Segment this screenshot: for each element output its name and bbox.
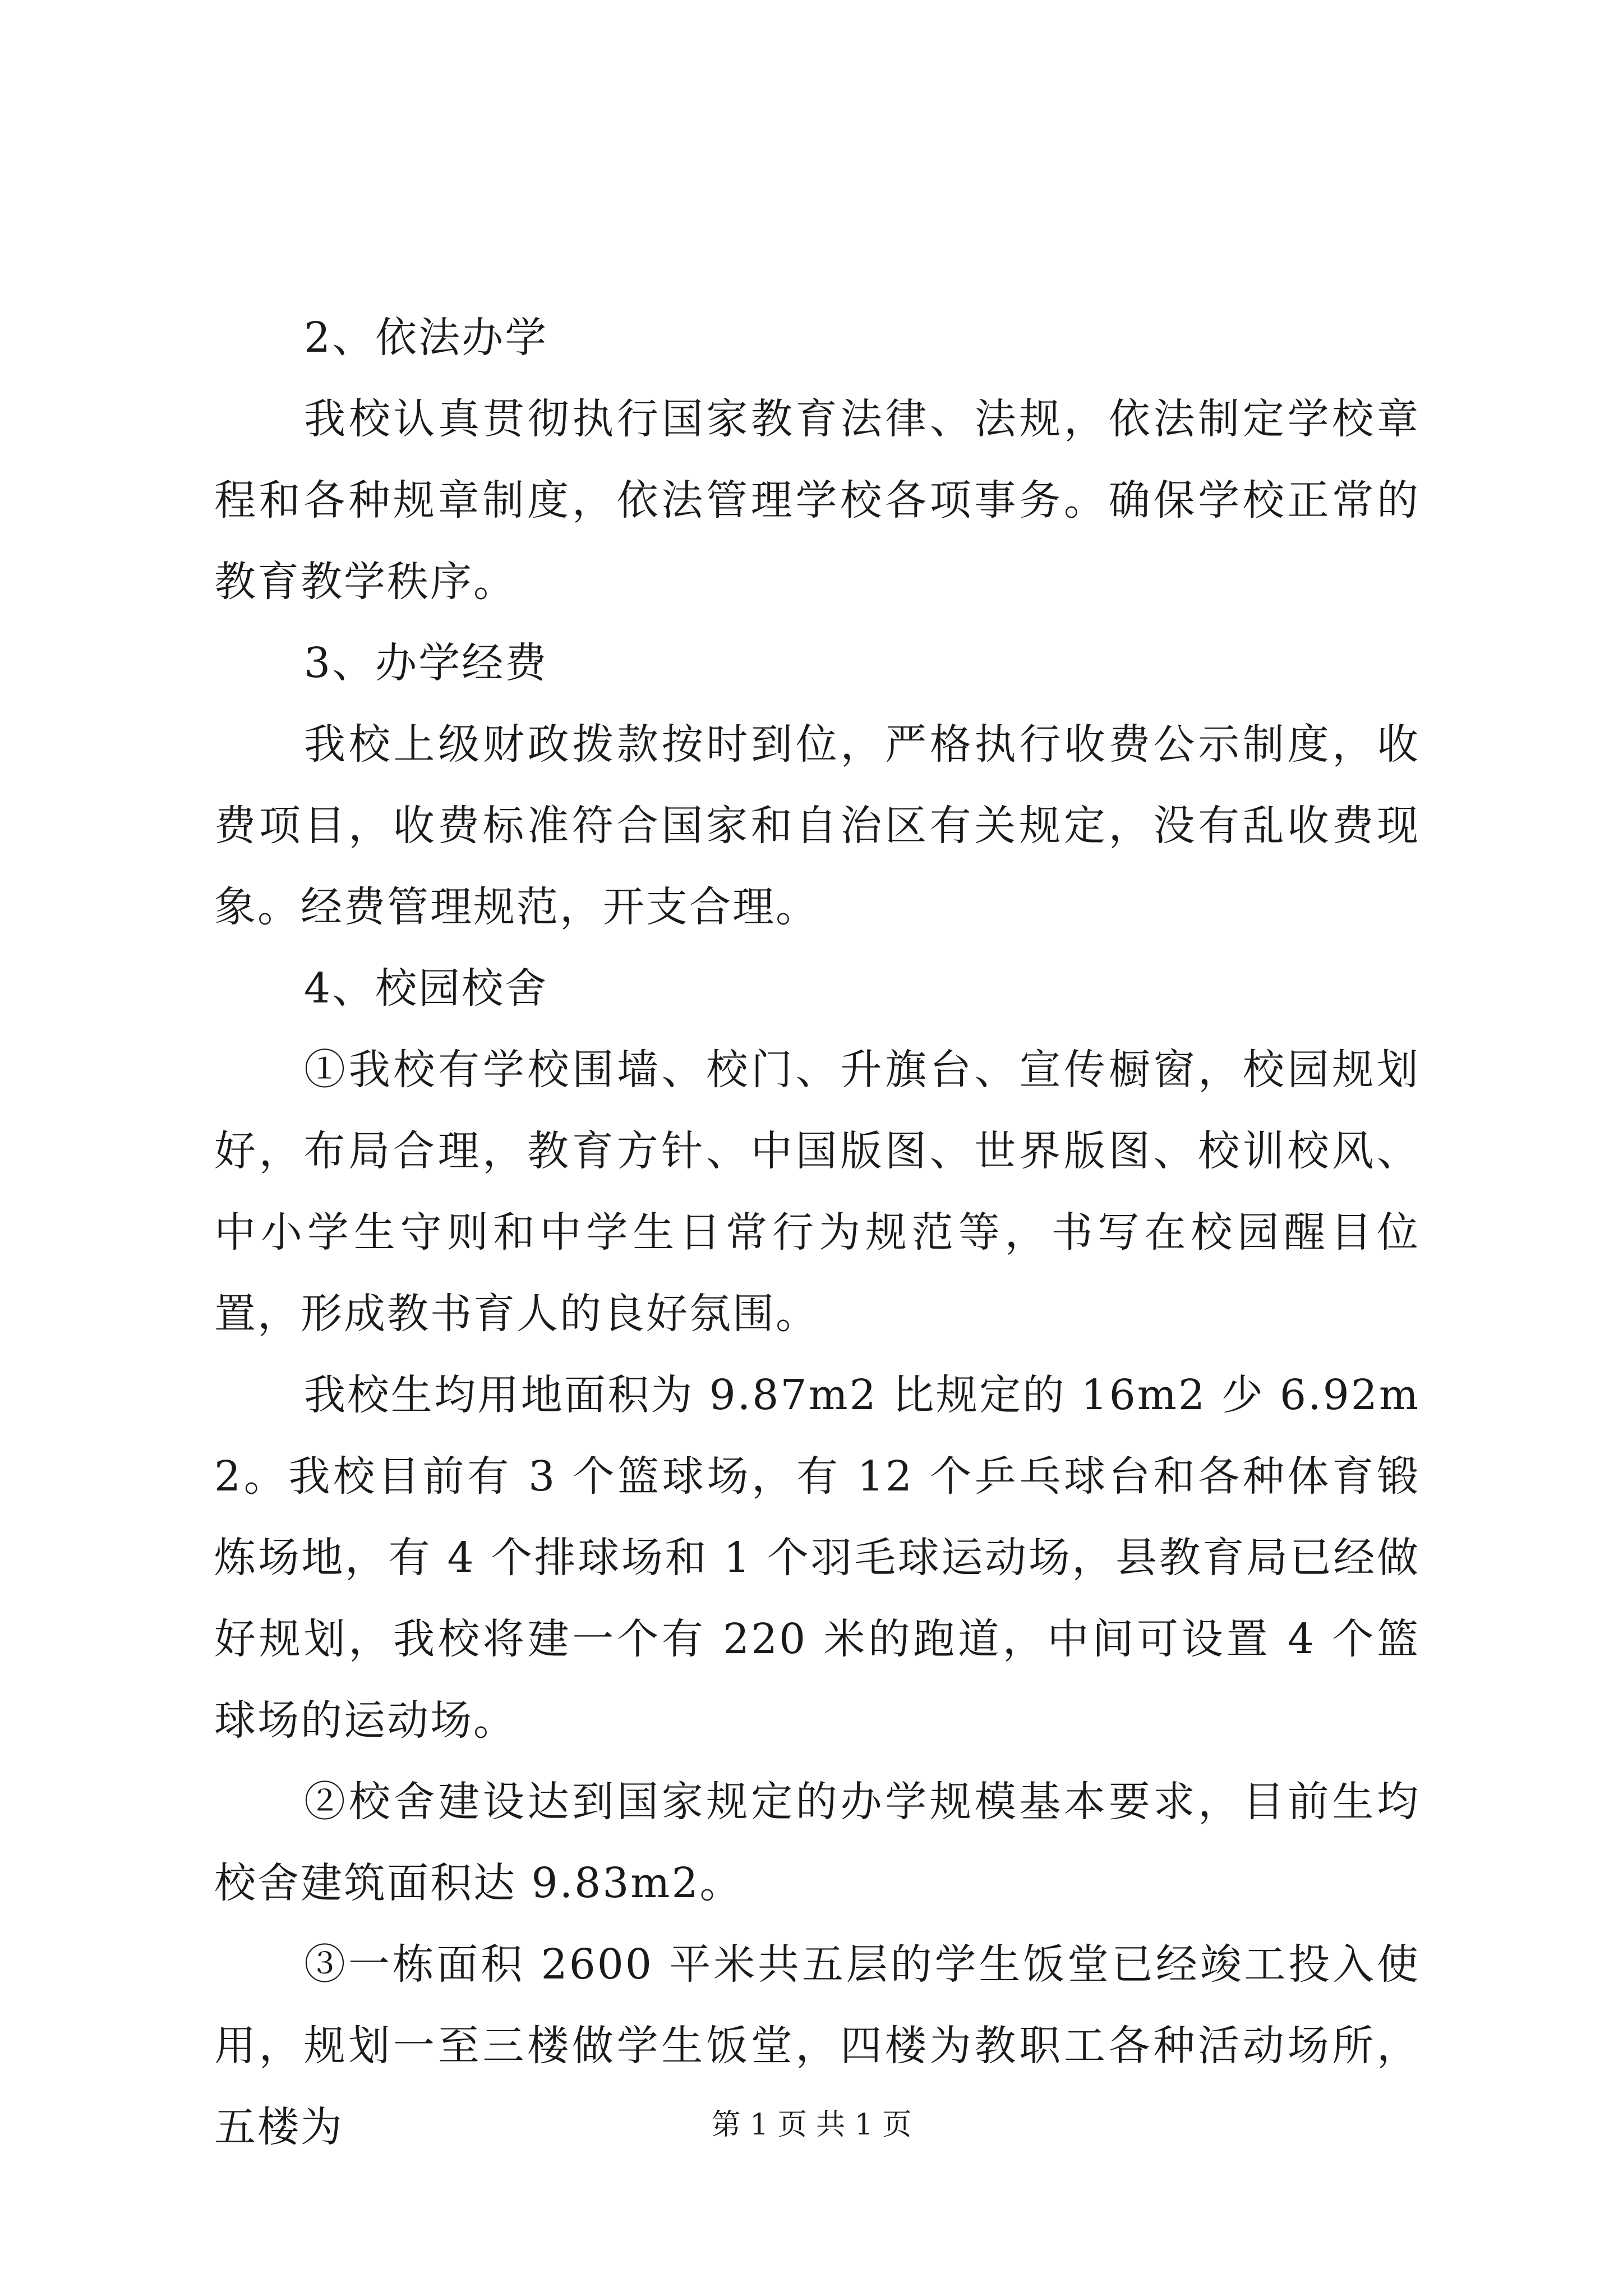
section-heading-campus: 4、校园校舍	[304, 964, 548, 1013]
page-number: 第 1 页 共 1 页	[711, 2108, 912, 2142]
paragraph-law: 我校认真贯彻执行国家教育法律、法规，依法制定学校章程和各种规章制度，依法管理学校各项事务。确保学校正常的教育教学秩序。	[214, 395, 1420, 606]
section-heading-funding: 3、办学经费	[304, 639, 548, 687]
paragraph-campus-2: ②校舍建设达到国家规定的办学规模基本要求，目前生均校舍建筑面积达 9.83m2。	[214, 1778, 1420, 1907]
paragraph-campus-area: 我校生均用地面积为 9.87m2 比规定的 16m2 少 6.92m2。我校目前有 3 个篮球场，有 12 个乒乓球台和各种体育锻炼场地，有 4 个排球场和 1 个羽毛球运动场，县教育局已经做好规划，我校将建一个有 220 米的跑道，中间可设置 4 个篮球场的运动场。	[214, 1371, 1420, 1745]
page-footer	[0, 2101, 1623, 2143]
paragraph-funding: 我校上级财政拨款按时到位，严格执行收费公示制度，收费项目，收费标准符合国家和自治区有关规定，没有乱收费现象。经费管理规范，开支合理。	[214, 720, 1420, 931]
paragraph-campus-3: ③一栋面积 2600 平米共五层的学生饭堂已经竣工投入使用，规划一至三楼做学生饭堂，四楼为教职工各种活动场所，五楼为	[214, 1940, 1420, 2151]
section-heading-law: 2、依法办学	[304, 314, 548, 362]
document-body	[214, 297, 1420, 2168]
paragraph-campus-1: ①我校有学校围墙、校门、升旗台、宣传橱窗，校园规划好，布局合理，教育方针、中国版图、世界版图、校训校风、中小学生守则和中学生日常行为规范等，书写在校园醒目位置，形成教书育人的良好氛围。	[214, 1046, 1420, 1338]
